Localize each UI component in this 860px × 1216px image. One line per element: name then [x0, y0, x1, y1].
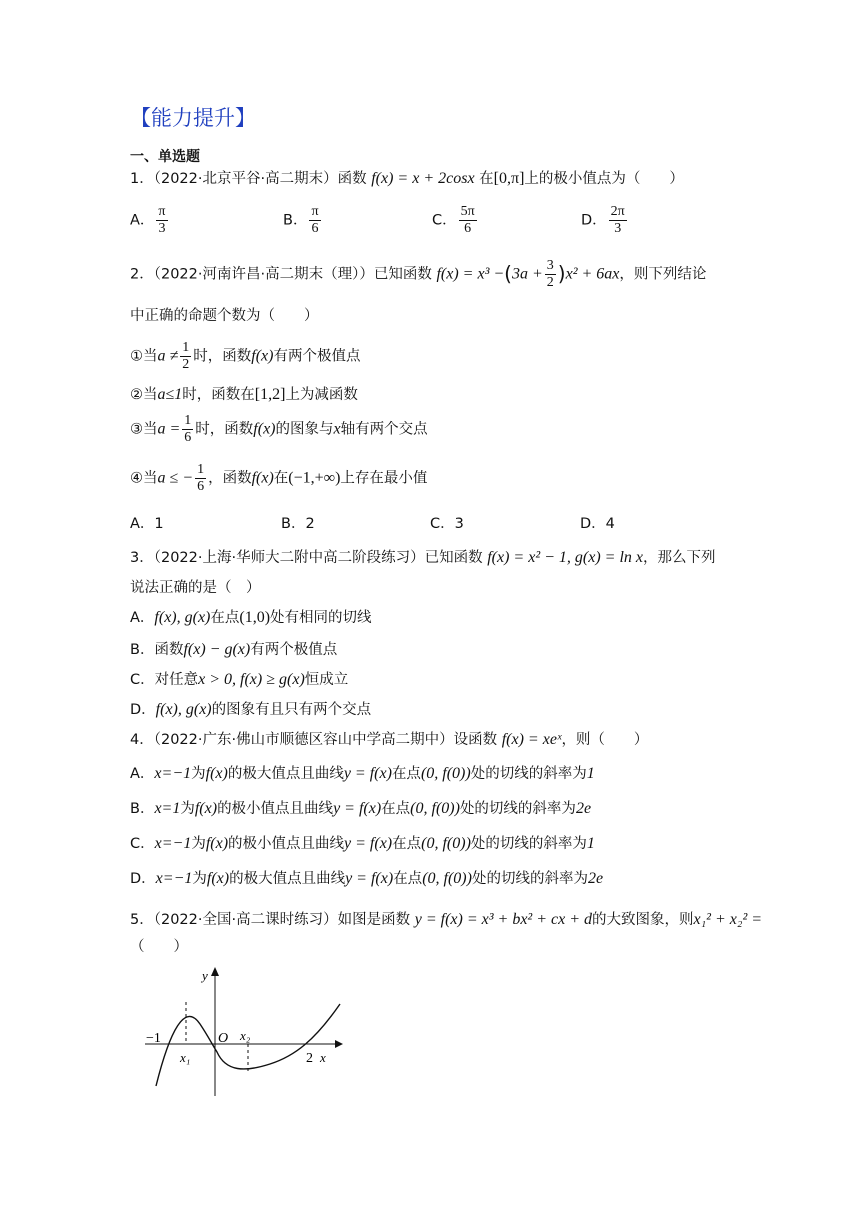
q2-statement-3: ③当a = $\frac{1}{6}$ 时，函数f(x)的图象与x轴有两个交点	[130, 413, 428, 446]
question-2: 2．（2022·河南许昌·高二期末（理））已知函数 f(x) = x³ −(3a + $\frac{3}{2}$ )x² + 6ax，则下列结论	[130, 258, 707, 291]
q4-option-a[interactable]: A．x=−1为f(x)的极大值点且曲线y = f(x)在点(0, f(0))处的切线的斜率为1	[130, 765, 595, 782]
x2-label: x₂	[240, 1028, 251, 1043]
q2-option-b[interactable]: B．2	[281, 516, 315, 532]
question-5-cont: （ ）	[130, 939, 188, 955]
q3-option-d[interactable]: D．f(x), g(x)的图象有且只有两个交点	[130, 701, 372, 718]
q1-option-b[interactable]: B． $\frac{\pi}{6}$	[283, 204, 319, 237]
question-2-cont: 中正确的命题个数为（ ）	[130, 308, 319, 324]
x-axis-label: x	[320, 1050, 326, 1065]
question-3-cont: 说法正确的是（ ）	[130, 580, 261, 596]
question-1: 1．（2022·北京平谷·高二期末）函数 f(x) = x + 2cosx 在[0,π]上的极小值点为（ ）	[130, 170, 684, 187]
q1-option-d[interactable]: D． $\frac{2\pi}{3}$	[581, 204, 625, 237]
q1-function: f(x) = x + 2cosx	[371, 170, 475, 187]
question-type-heading: 一、单选题	[130, 149, 200, 165]
q2-statement-2: ②当a≤1时，函数在[1,2]上为减函数	[130, 386, 358, 403]
cubic-function-graph	[140, 960, 360, 1100]
minus-one-label: −1	[146, 1031, 161, 1046]
q4-option-b[interactable]: B．x=1为f(x)的极小值点且曲线y = f(x)在点(0, f(0))处的切线的斜率为2e	[130, 800, 592, 817]
q2-option-c[interactable]: C．3	[430, 516, 464, 532]
question-5: 5．（2022·全国·高二课时练习）如图是函数 y = f(x) = x³ + bx² + cx + d的大致图象，则x₁² + x₂² =	[130, 911, 763, 928]
q4-option-d[interactable]: D．x=−1为f(x)的极大值点且曲线y = f(x)在点(0, f(0))处的切线的斜率为2e	[130, 870, 604, 887]
two-label: 2	[306, 1051, 313, 1066]
y-axis-label: y	[202, 968, 208, 983]
q1-option-c[interactable]: C． $\frac{5\pi}{6}$	[432, 204, 475, 237]
q2-option-a[interactable]: A．1	[130, 516, 164, 532]
q2-statement-1: ①当a ≠ $\frac{1}{2}$ 时，函数f(x)有两个极值点	[130, 340, 361, 373]
question-4: 4．（2022·广东·佛山市顺德区容山中学高二期中）设函数 f(x) = xeˣ，则（ ）	[130, 731, 649, 748]
q2-statement-4: ④当a ≤ − $\frac{1}{6}$ ，函数f(x)在(−1,+∞)上存在最小值	[130, 462, 428, 495]
q2-option-d[interactable]: D．4	[580, 516, 615, 532]
q3-option-a[interactable]: A．f(x), g(x)在点(1,0)处有相同的切线	[130, 609, 372, 626]
origin-label: O	[218, 1031, 229, 1046]
q4-option-c[interactable]: C．x=−1为f(x)的极小值点且曲线y = f(x)在点(0, f(0))处的切线的斜率为1	[130, 835, 595, 852]
x1-label: x₁	[180, 1050, 191, 1065]
q1-option-a[interactable]: A． $\frac{\pi}{3}$	[130, 204, 166, 237]
section-heading: 【能力提升】	[130, 106, 256, 130]
y-axis-arrow	[211, 967, 219, 976]
question-3: 3．（2022·上海·华师大二附中高二阶段练习）已知函数 f(x) = x² − 1, g(x) = ln x，那么下列	[130, 549, 716, 566]
q3-option-b[interactable]: B．函数f(x) − g(x)有两个极值点	[130, 641, 338, 658]
q3-option-c[interactable]: C．对任意x > 0, f(x) ≥ g(x)恒成立	[130, 671, 349, 688]
x-axis-arrow	[335, 1040, 343, 1048]
